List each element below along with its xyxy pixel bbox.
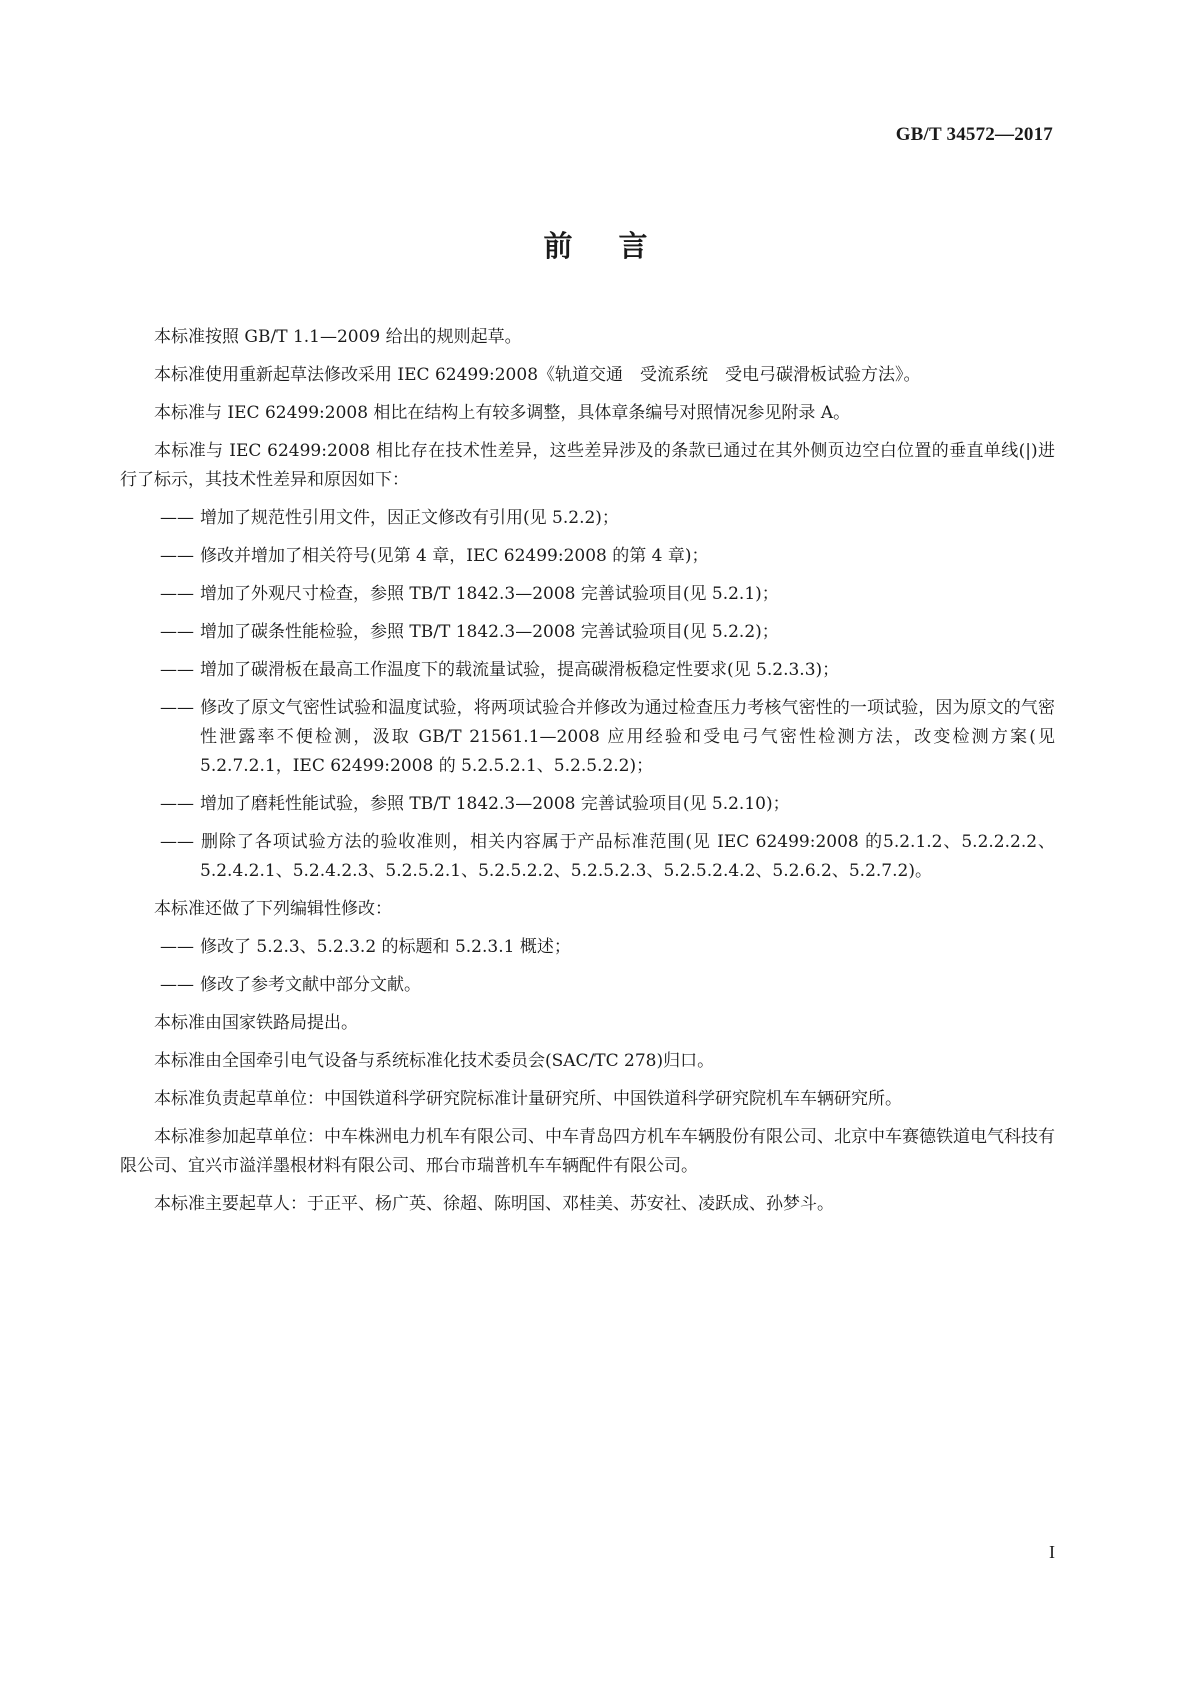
list-item-text: 修改了 5.2.3、5.2.3.2 的标题和 5.2.3.1 概述； <box>200 937 571 957</box>
paragraph-adoption: 本标准使用重新起草法修改采用 IEC 62499:2008《轨道交通 受流系统 受电弓碳滑板试验方法》。 <box>154 365 921 385</box>
list-item <box>120 504 1055 533</box>
list-item-text: 增加了碳滑板在最高工作温度下的载流量试验，提高碳滑板稳定性要求(见 5.2.3.3)； <box>200 660 840 680</box>
list-item-text: 增加了碳条性能检验，参照 TB/T 1842.3—2008 完善试验项目(见 5.2.2)； <box>200 622 779 642</box>
standard-code: GB/T 34572—2017 <box>895 124 1053 145</box>
list-item-text: 删除了各项试验方法的验收准则，相关内容属于产品标准范围(见 IEC 62499:2008 的5.2.1.2、5.2.2.2.2、5.2.4.2.1、5.2.4.2.3、5.2.5.2.1、5.2.5.2.2、5.2.5.2.3、5.2.5.2.4.2、5.2.6.2、5.2.7.2)。 <box>200 832 1055 881</box>
paragraph-committee: 本标准由全国牵引电气设备与系统标准化技术委员会(SAC/TC 278)归口。 <box>154 1051 715 1071</box>
list-dash: —— <box>160 698 194 718</box>
list-item <box>120 971 1055 1000</box>
list-item <box>120 828 1055 886</box>
list-dash: —— <box>160 546 194 566</box>
list-item-text: 修改并增加了相关符号(见第 4 章，IEC 62499:2008 的第 4 章)； <box>200 546 709 566</box>
list-dash: —— <box>160 937 194 957</box>
page-title: 前言 <box>543 229 694 263</box>
list-item <box>120 580 1055 609</box>
list-dash: —— <box>160 975 194 995</box>
list-dash: —— <box>160 794 194 814</box>
list-item <box>120 694 1055 781</box>
list-dash: —— <box>160 508 194 528</box>
paragraph-responsible-drafters: 本标准负责起草单位：中国铁道科学研究院标准计量研究所、中国铁道科学研究院机车车辆研究所。 <box>154 1089 902 1109</box>
list-item-text: 修改了原文气密性试验和温度试验，将两项试验合并修改为通过检查压力考核气密性的一项试验，因为原文的气密性泄露率不便检测，汲取 GB/T 21561.1—2008 应用经验和受电弓气密性检测方法，改变检测方案(见 5.2.7.2.1，IEC 62499:2008 的 5.2.5.2.1、5.2.5.2.2)； <box>200 698 1055 776</box>
paragraph-participating-drafters: 本标准参加起草单位：中车株洲电力机车有限公司、中车青岛四方机车车辆股份有限公司、北京中车赛德铁道电气科技有限公司、宜兴市溢洋墨根材料有限公司、邢台市瑞普机车车辆配件有限公司。 <box>120 1127 1055 1176</box>
list-item-text: 修改了参考文献中部分文献。 <box>200 975 421 995</box>
list-dash: —— <box>160 584 194 604</box>
list-dash: —— <box>160 660 194 680</box>
page-number: I <box>1049 1542 1055 1562</box>
list-item <box>120 656 1055 685</box>
paragraph-structure: 本标准与 IEC 62499:2008 相比在结构上有较多调整，具体章条编号对照情况参见附录 A。 <box>154 403 851 423</box>
list-item <box>120 618 1055 647</box>
list-item-text: 增加了磨耗性能试验，参照 TB/T 1842.3—2008 完善试验项目(见 5.2.10)； <box>200 794 790 814</box>
list-item-text: 增加了外观尺寸检查，参照 TB/T 1842.3—2008 完善试验项目(见 5.2.1)； <box>200 584 779 604</box>
paragraph-technical-diff-intro: 本标准与 IEC 62499:2008 相比存在技术性差异，这些差异涉及的条款已通过在其外侧页边空白位置的垂直单线(|)进行了标示，其技术性差异和原因如下： <box>120 441 1055 490</box>
paragraph-editorial-intro: 本标准还做了下列编辑性修改： <box>154 899 392 919</box>
foreword-body <box>120 323 1055 1228</box>
list-item <box>120 790 1055 819</box>
paragraph-main-drafters: 本标准主要起草人：于正平、杨广英、徐超、陈明国、邓桂美、苏安社、凌跃成、孙梦斗。 <box>154 1194 834 1214</box>
list-dash: —— <box>160 832 194 852</box>
paragraph-proposer: 本标准由国家铁路局提出。 <box>154 1013 358 1033</box>
paragraph-drafting-rules: 本标准按照 GB/T 1.1—2009 给出的规则起草。 <box>154 327 522 347</box>
list-item-text: 增加了规范性引用文件，因正文修改有引用(见 5.2.2)； <box>200 508 619 528</box>
list-item <box>120 542 1055 571</box>
list-dash: —— <box>160 622 194 642</box>
list-item <box>120 933 1055 962</box>
